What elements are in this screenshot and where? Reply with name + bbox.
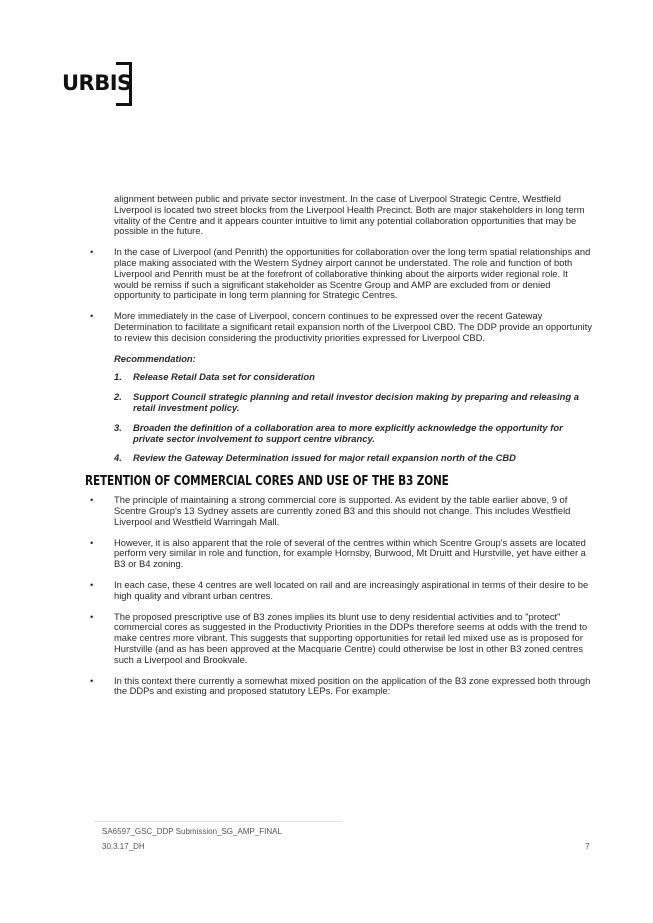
bullet-item xyxy=(88,311,594,343)
bullet-text: In this context there currently a somewhat mixed position on the application of the B3 zone expressed both through the DDPs and existing and proposed statutory LEPs. For example: xyxy=(114,674,591,697)
footer-document-reference: SA6597_GSC_DDP Submission_SG_AMP_FINAL xyxy=(102,827,282,836)
bullet-item xyxy=(88,538,594,570)
recommendation-heading: Recommendation: xyxy=(114,352,196,364)
recommendation-item xyxy=(114,372,594,383)
footer-divider xyxy=(94,821,342,822)
bullet-icon: • xyxy=(90,494,94,506)
recommendation-text: Review the Gateway Determination issued for major retail expansion north of the CBD xyxy=(133,452,516,464)
bullet-text: The principle of maintaining a strong commercial core is supported. As evident by the table earlier above, 9 of Scentre Group's 13 Sydney assets are currently zoned B3 and this should not change. This includes Westfield Liverpool and Westfield Warringah Mall. xyxy=(114,494,571,527)
bullet-text: More immediately in the case of Liverpool, concern continues to be expressed over the recent Gateway Determination to facilitate a significant retail expansion north of the Liverpool CBD. The DDP provide an opportunity to review this decision considering the productivity priorities expressed for Liverpool CBD. xyxy=(114,310,593,343)
bullet-icon: • xyxy=(90,246,94,258)
recommendation-number: 2. xyxy=(114,391,122,403)
bullet-text: The proposed prescriptive use of B3 zones implies its blunt use to deny residential activities and to "protect" commercial cores as suggested in the Productivity Priorities in the DDPs therefore seems at odds with the trend to make centres more vibrant. This suggests that supporting opportunities for retail led mixed use as is proposed for Hurstville (and as has been approved at the Macquarie Centre) could otherwise be lost in other B3 zoned centres such a Liverpool and Brookvale. xyxy=(114,610,588,665)
urbis-logo xyxy=(62,62,134,108)
footer-date-reference: 30.3.17_DH xyxy=(102,842,145,851)
bullet-item xyxy=(88,580,594,602)
logo-wordmark: URBIS xyxy=(62,71,132,95)
section-heading: RETENTION OF COMMERCIAL CORES AND USE OF THE B3 ZONE xyxy=(85,473,449,490)
bullet-item xyxy=(88,612,594,666)
bullet-icon: • xyxy=(90,310,94,322)
bullet-icon: • xyxy=(90,674,94,686)
recommendation-text: Release Retail Data set for consideration xyxy=(133,371,315,383)
bullet-text: In the case of Liverpool (and Penrith) the opportunities for collaboration over the long term spatial relationships and place making associated with the Western Sydney airport cannot be understated. The role and function of both Liverpool and Penrith must be at the forefront of collaborative thinking about the airports wider regional role. It would be remiss if such a significant stakeholder as Scentre Group and AMP are excluded from or denied opportunity to participate in long term planning for Strategic Centres. xyxy=(114,246,591,301)
bullet-icon: • xyxy=(90,578,94,590)
bullet-icon: • xyxy=(90,610,94,622)
recommendation-text: Support Council strategic planning and retail investor decision making by preparing and releasing a retail investment policy. xyxy=(133,391,579,413)
logo-bracket xyxy=(116,62,132,106)
recommendation-number: 4. xyxy=(114,452,122,464)
bullet-icon: • xyxy=(90,536,94,548)
bullet-item xyxy=(88,495,594,527)
recommendation-item xyxy=(114,453,594,464)
recommendation-text: Broaden the definition of a collaboration area to more explicitly acknowledge the opportunity for private sector involvement to support centre vibrancy. xyxy=(133,421,563,444)
bullet-text: In each case, these 4 centres are well located on rail and are increasingly aspirational in terms of their desire to be high quality and vibrant urban centres. xyxy=(114,578,589,601)
document-body xyxy=(85,193,594,707)
recommendation-item xyxy=(114,423,594,445)
bullet-text: However, it is also apparent that the role of several of the centres within which Scentre Group's assets are located perform very similar in role and function, for example Hornsby, Burwood, Mt Druitt and Hurstville, yet have either a B3 or B4 zoning. xyxy=(114,536,586,570)
recommendation-item xyxy=(114,392,594,414)
recommendation-number: 3. xyxy=(114,421,122,433)
bullet-item xyxy=(88,676,594,698)
recommendation-number: 1. xyxy=(114,371,122,383)
intro-paragraph: alignment between public and private sector investment. In the case of Liverpool Strategic Centre, Westfield Liverpool is located two street blocks from the Liverpool Health Precinct. Both are major stakeholders in long term vitality of the Centre and it appears counter intuitive to limit any potential collaboration opportunities that may be possible in the future. xyxy=(114,193,585,237)
bullet-item xyxy=(88,247,594,301)
page-number: 7 xyxy=(585,841,590,851)
